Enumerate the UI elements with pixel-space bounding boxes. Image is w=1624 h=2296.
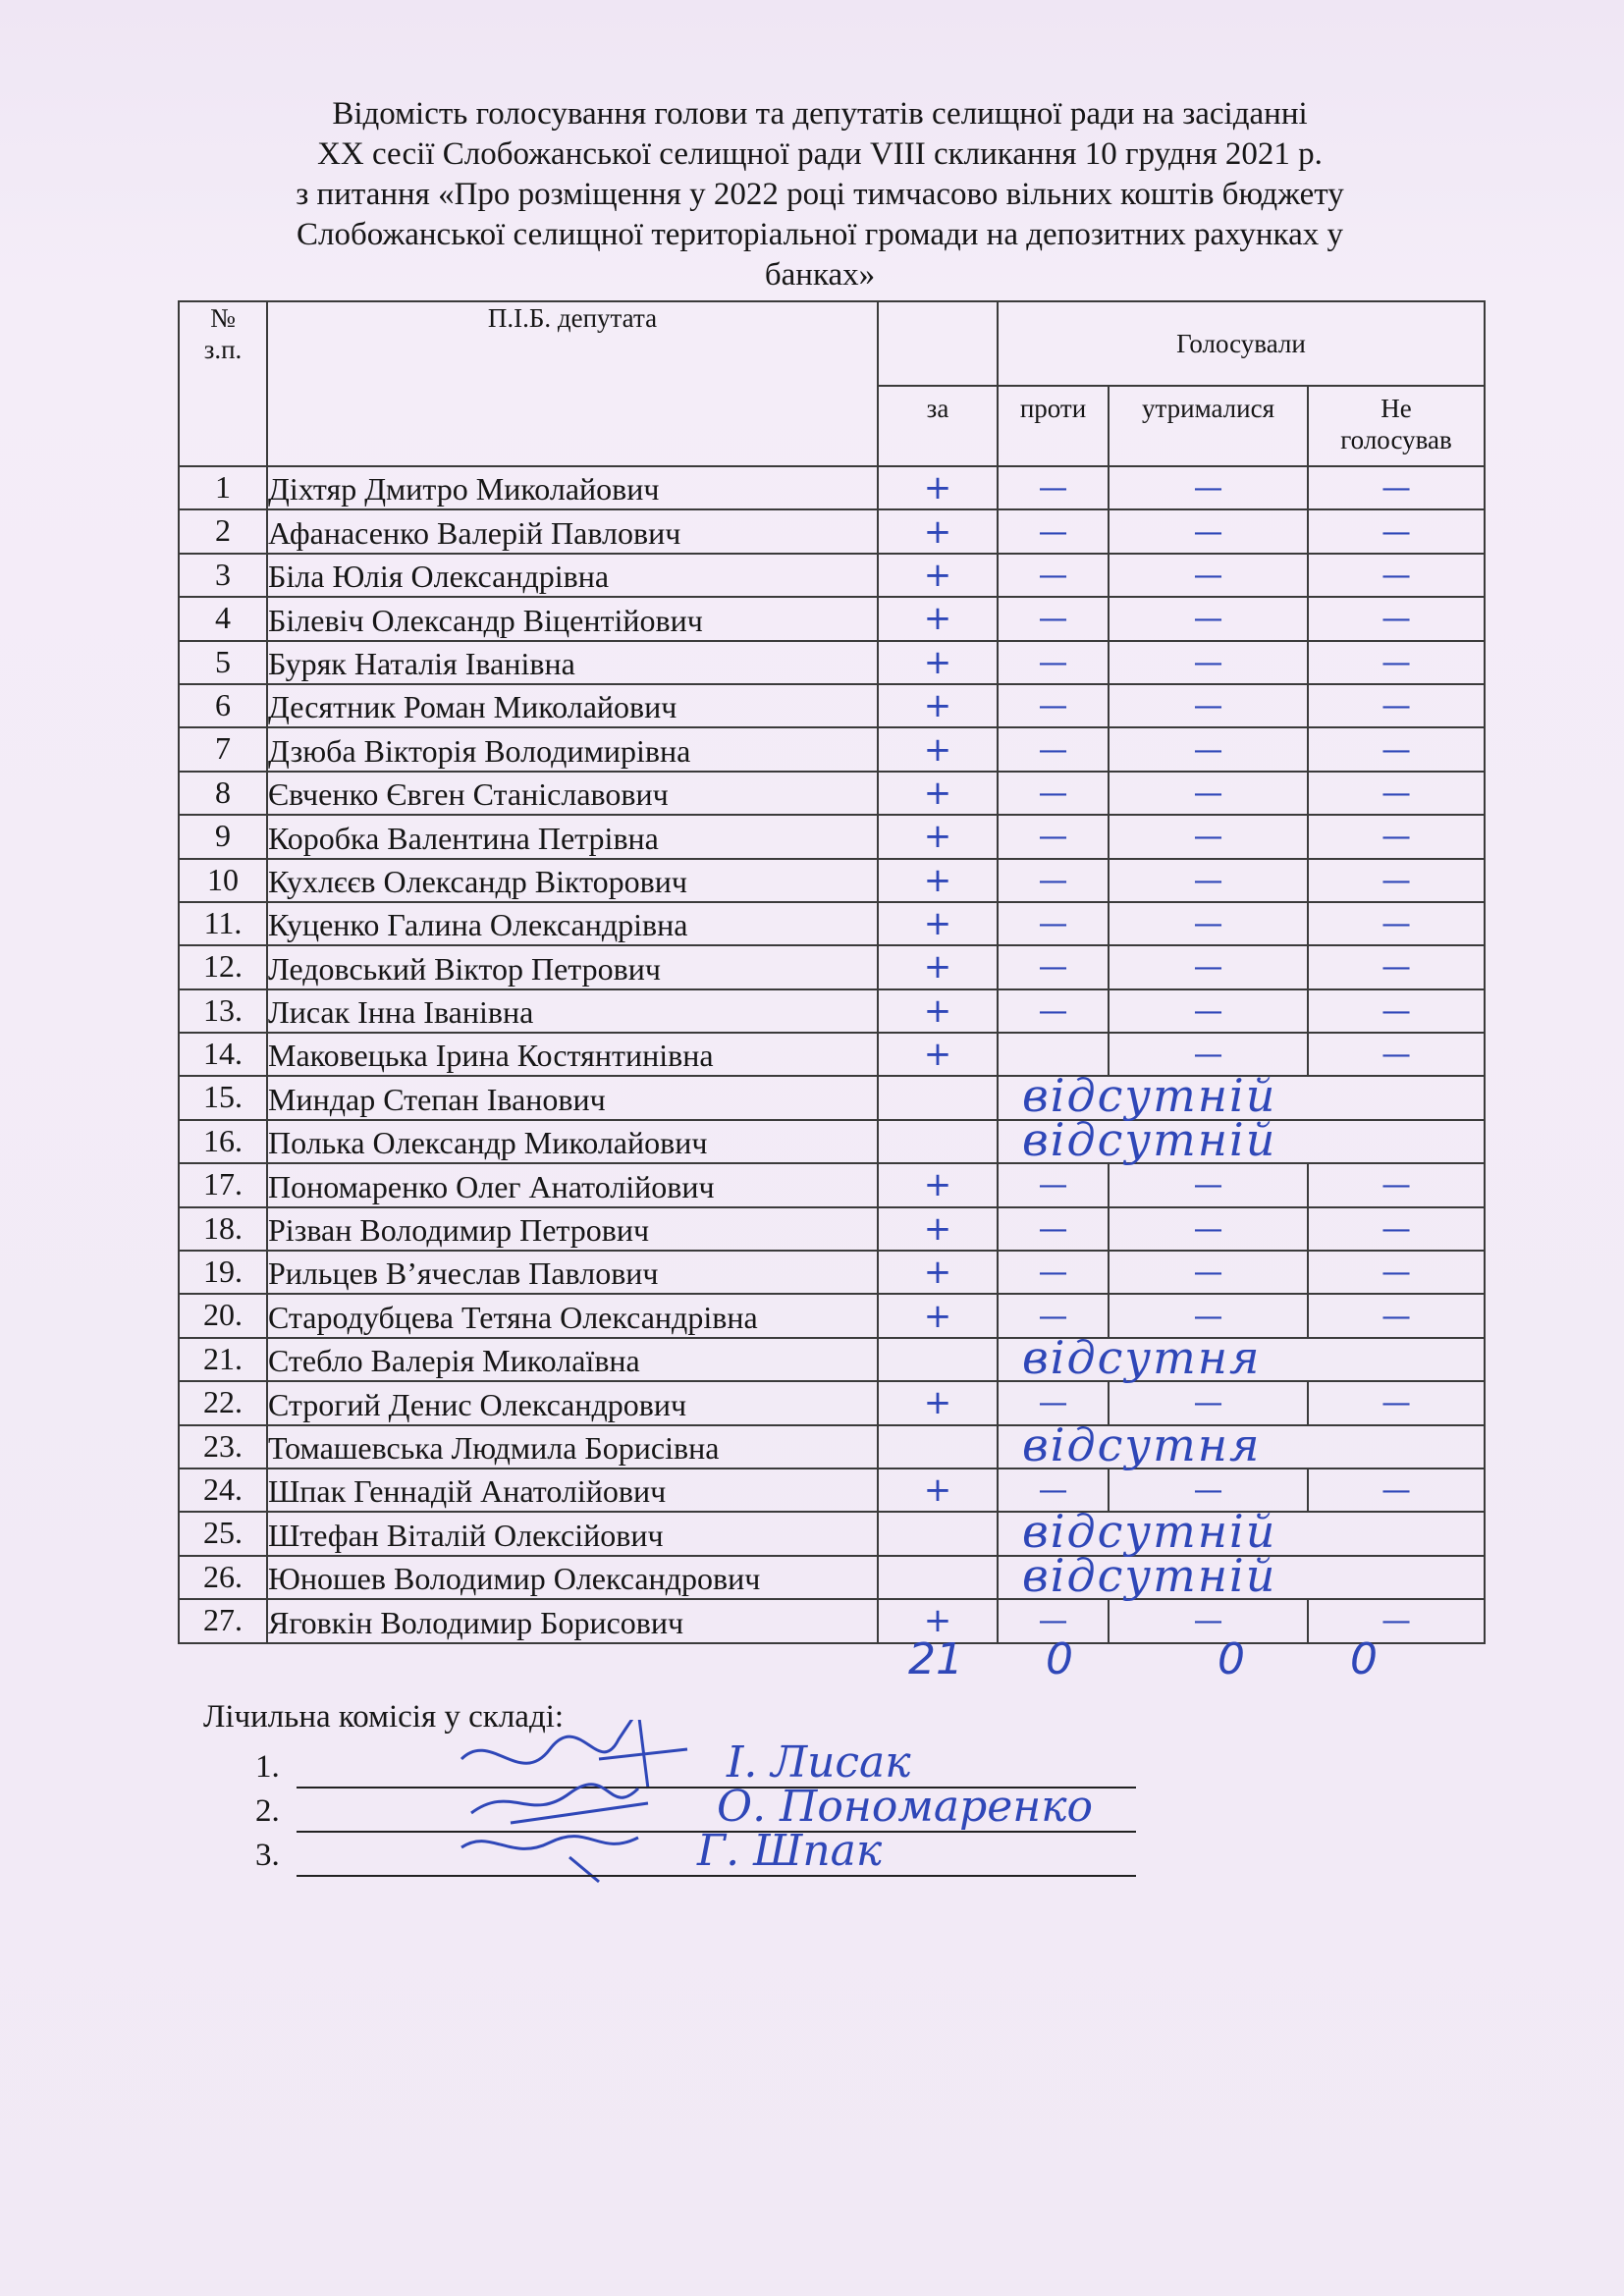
dash-mark: — — [1381, 1386, 1411, 1421]
dash-mark: — — [1381, 602, 1411, 637]
row-number: 13. — [179, 989, 267, 1033]
vote-for-cell — [878, 902, 998, 945]
vote-abstained-cell — [1109, 509, 1308, 553]
title-line-5: банках» — [764, 257, 876, 293]
dash-mark: — — [1193, 907, 1223, 942]
vote-against-cell — [998, 509, 1109, 553]
row-number: 24. — [179, 1468, 267, 1512]
table-row — [179, 1294, 1485, 1337]
dash-mark: — — [1381, 558, 1411, 593]
deputy-name: Стебло Валерія Миколаївна — [267, 1338, 878, 1381]
plus-mark: + — [923, 1035, 952, 1075]
row-number: 21. — [179, 1338, 267, 1381]
dash-mark: — — [1381, 514, 1411, 550]
vote-for-cell — [878, 859, 998, 902]
vote-not-voted-cell — [1308, 1033, 1485, 1076]
dash-mark: — — [1381, 1473, 1411, 1509]
absent-cell — [998, 1112, 1485, 1166]
vote-not-voted-cell — [1308, 989, 1485, 1033]
row-number: 4 — [179, 597, 267, 640]
vote-not-voted-cell — [1308, 1251, 1485, 1294]
table-row — [179, 1338, 1485, 1381]
dash-mark: — — [1193, 1255, 1223, 1291]
absent-note: відсутня — [1022, 1330, 1262, 1384]
vote-for-cell — [878, 1120, 998, 1163]
vote-for-cell — [878, 684, 998, 727]
dash-mark: — — [1381, 1604, 1411, 1639]
dash-mark: — — [1193, 1211, 1223, 1247]
dash-mark: — — [1038, 907, 1068, 942]
vote-abstained-cell — [1109, 466, 1308, 509]
dash-mark: — — [1193, 514, 1223, 550]
vote-not-voted-cell — [1308, 859, 1485, 902]
vote-totals — [0, 1634, 1624, 1693]
deputy-name: Білевіч Олександр Віцентійович — [267, 597, 878, 640]
deputy-name: Куценко Галина Олександрівна — [267, 902, 878, 945]
vote-against-cell — [998, 815, 1109, 858]
dash-mark: — — [1038, 689, 1068, 724]
deputy-name: Ледовський Віктор Петрович — [267, 945, 878, 988]
row-number: 25. — [179, 1512, 267, 1555]
dash-mark: — — [1193, 732, 1223, 768]
plus-mark: + — [923, 1165, 952, 1205]
absent-cell — [998, 1417, 1485, 1471]
plus-mark: + — [923, 642, 952, 682]
table-row — [179, 727, 1485, 771]
table-row — [179, 1512, 1485, 1555]
row-number: 19. — [179, 1251, 267, 1294]
plus-mark: + — [923, 1253, 952, 1293]
dash-mark: — — [1381, 645, 1411, 680]
dash-mark: — — [1038, 950, 1068, 986]
vote-for-cell — [878, 1425, 998, 1468]
dash-mark: — — [1193, 602, 1223, 637]
dash-mark: — — [1193, 1038, 1223, 1073]
vote-for-cell — [878, 772, 998, 815]
table-row — [179, 945, 1485, 988]
dash-mark: — — [1038, 1211, 1068, 1247]
table-row — [179, 1381, 1485, 1424]
vote-not-voted-cell — [1308, 1381, 1485, 1424]
table-row — [179, 1076, 1485, 1119]
table-row — [179, 902, 1485, 945]
row-number: 11. — [179, 902, 267, 945]
vote-for-cell — [878, 1338, 998, 1381]
plus-mark: + — [923, 729, 952, 770]
absent-cell — [998, 1548, 1485, 1602]
row-number: 7 — [179, 727, 267, 771]
table-row — [179, 554, 1485, 597]
vote-against-cell — [998, 945, 1109, 988]
title-line-1: Відомість голосування голови та депутатів селищної ради на засіданні — [332, 96, 1308, 132]
table-row — [179, 1556, 1485, 1599]
vote-against-cell — [998, 554, 1109, 597]
deputy-name: Пономаренко Олег Анатолійович — [267, 1163, 878, 1206]
dash-mark: — — [1381, 907, 1411, 942]
deputy-name: Діхтяр Дмитро Миколайович — [267, 466, 878, 509]
vote-against-cell — [998, 1207, 1109, 1251]
dash-mark: — — [1193, 1299, 1223, 1334]
deputy-name: Коробка Валентина Петрівна — [267, 815, 878, 858]
row-number: 15. — [179, 1076, 267, 1119]
table-body — [179, 466, 1485, 1643]
row-number: 9 — [179, 815, 267, 858]
table-row — [179, 509, 1485, 553]
table-row — [179, 1207, 1485, 1251]
table-row — [179, 772, 1485, 815]
deputy-name: Афанасенко Валерій Павлович — [267, 509, 878, 553]
row-number: 27. — [179, 1599, 267, 1642]
deputy-name: Лисак Інна Іванівна — [267, 989, 878, 1033]
deputy-name: Миндар Степан Іванович — [267, 1076, 878, 1119]
total-not-voted: 0 — [1350, 1634, 1378, 1684]
deputy-name: Євченко Євген Станіславович — [267, 772, 878, 815]
table-row — [179, 989, 1485, 1033]
dash-mark: — — [1193, 775, 1223, 811]
row-number: 5 — [179, 641, 267, 684]
row-number: 18. — [179, 1207, 267, 1251]
dash-mark: — — [1193, 1386, 1223, 1421]
vote-against-cell — [998, 684, 1109, 727]
table-row — [179, 1468, 1485, 1512]
dash-mark: — — [1193, 689, 1223, 724]
total-for: 21 — [908, 1634, 963, 1684]
dash-mark: — — [1038, 602, 1068, 637]
absent-note: відсутній — [1022, 1069, 1277, 1123]
vote-for-cell — [878, 1468, 998, 1512]
vote-not-voted-cell — [1308, 466, 1485, 509]
vote-abstained-cell — [1109, 1251, 1308, 1294]
row-number: 26. — [179, 1556, 267, 1599]
commission-member-3 — [255, 1826, 1139, 1881]
header-not-voted: Не голосував — [1308, 386, 1485, 466]
dash-mark: — — [1381, 863, 1411, 898]
vote-for-cell — [878, 1251, 998, 1294]
row-number: 22. — [179, 1381, 267, 1424]
dash-mark: — — [1038, 1168, 1068, 1203]
dash-mark: — — [1381, 689, 1411, 724]
dash-mark: — — [1193, 471, 1223, 507]
plus-mark: + — [923, 860, 952, 900]
vote-not-voted-cell — [1308, 597, 1485, 640]
table-row — [179, 466, 1485, 509]
vote-against-cell — [998, 902, 1109, 945]
table-row — [179, 1163, 1485, 1206]
vote-not-voted-cell — [1308, 509, 1485, 553]
vote-for-cell — [878, 509, 998, 553]
member-number: 1. — [255, 1749, 280, 1785]
deputy-name: Томашевська Людмила Борисівна — [267, 1425, 878, 1468]
title-line-3: з питання «Про розміщення у 2022 році тимчасово вільних коштів бюджету — [296, 177, 1344, 212]
deputy-name: Стародубцева Тетяна Олександрівна — [267, 1294, 878, 1337]
vote-not-voted-cell — [1308, 902, 1485, 945]
header-name: П.І.Б. депутата — [267, 301, 878, 466]
row-number: 12. — [179, 945, 267, 988]
header-abstained: утрималися — [1109, 386, 1308, 466]
vote-for-cell — [878, 554, 998, 597]
vote-against-cell — [998, 859, 1109, 902]
vote-abstained-cell — [1109, 597, 1308, 640]
dash-mark: — — [1381, 950, 1411, 986]
dash-mark: — — [1381, 732, 1411, 768]
row-number: 6 — [179, 684, 267, 727]
table-row — [179, 1251, 1485, 1294]
total-against: 0 — [1046, 1634, 1073, 1684]
dash-mark: — — [1193, 1604, 1223, 1639]
dash-mark: — — [1038, 1299, 1068, 1334]
row-number: 17. — [179, 1163, 267, 1206]
dash-mark: — — [1381, 993, 1411, 1029]
vote-abstained-cell — [1109, 772, 1308, 815]
row-number: 3 — [179, 554, 267, 597]
vote-not-voted-cell — [1308, 1294, 1485, 1337]
plus-mark: + — [923, 947, 952, 988]
vote-for-cell — [878, 1207, 998, 1251]
vote-for-cell — [878, 945, 998, 988]
vote-abstained-cell — [1109, 945, 1308, 988]
vote-not-voted-cell — [1308, 684, 1485, 727]
vote-for-cell — [878, 466, 998, 509]
absent-note: відсутній — [1022, 1505, 1277, 1559]
plus-mark: + — [923, 773, 952, 813]
dash-mark: — — [1193, 1473, 1223, 1509]
dash-mark: — — [1038, 775, 1068, 811]
table-row — [179, 597, 1485, 640]
document-title — [167, 94, 1473, 295]
vote-abstained-cell — [1109, 684, 1308, 727]
absent-note: відсутній — [1022, 1112, 1277, 1166]
vote-for-cell — [878, 1294, 998, 1337]
vote-not-voted-cell — [1308, 815, 1485, 858]
vote-against-cell — [998, 772, 1109, 815]
title-line-4: Слобожанської селищної територіальної громади на депозитних рахунках у — [297, 217, 1343, 252]
dash-mark: — — [1038, 1255, 1068, 1291]
plus-mark: + — [923, 904, 952, 944]
header-number: № з.п. — [179, 301, 267, 466]
vote-for-cell — [878, 1033, 998, 1076]
dash-mark: — — [1193, 863, 1223, 898]
table-row — [179, 684, 1485, 727]
dash-mark: — — [1038, 820, 1068, 855]
deputy-name: Яговкін Володимир Борисович — [267, 1599, 878, 1642]
vote-not-voted-cell — [1308, 945, 1485, 988]
row-number: 10 — [179, 859, 267, 902]
dash-mark: — — [1038, 1386, 1068, 1421]
header-for: за — [878, 386, 998, 466]
dash-mark: — — [1193, 950, 1223, 986]
dash-mark: — — [1038, 558, 1068, 593]
vote-against-cell — [998, 1163, 1109, 1206]
vote-against-cell — [998, 466, 1109, 509]
row-number: 8 — [179, 772, 267, 815]
vote-for-cell — [878, 1556, 998, 1599]
title-line-2: ХХ сесії Слобожанської селищної ради VIII скликання 10 грудня 2021 р. — [317, 136, 1323, 172]
plus-mark: + — [923, 990, 952, 1031]
deputy-name: Кухлєєв Олександр Вікторович — [267, 859, 878, 902]
vote-for-cell — [878, 1163, 998, 1206]
dash-mark: — — [1038, 1473, 1068, 1509]
vote-abstained-cell — [1109, 641, 1308, 684]
plus-mark: + — [923, 468, 952, 508]
table-row — [179, 1120, 1485, 1163]
row-number: 2 — [179, 509, 267, 553]
table-row — [179, 641, 1485, 684]
dash-mark: — — [1038, 645, 1068, 680]
deputy-name: Юношев Володимир Олександрович — [267, 1556, 878, 1599]
dash-mark: — — [1038, 514, 1068, 550]
deputy-name: Буряк Наталія Іванівна — [267, 641, 878, 684]
vote-abstained-cell — [1109, 727, 1308, 771]
vote-against-cell — [998, 641, 1109, 684]
header-voted: Голосували — [998, 301, 1485, 386]
row-number: 20. — [179, 1294, 267, 1337]
row-number: 23. — [179, 1425, 267, 1468]
dash-mark: — — [1381, 820, 1411, 855]
deputy-name: Полька Олександр Миколайович — [267, 1120, 878, 1163]
dash-mark: — — [1381, 775, 1411, 811]
vote-not-voted-cell — [1308, 1207, 1485, 1251]
deputy-name: Різван Володимир Петрович — [267, 1207, 878, 1251]
table-row — [179, 859, 1485, 902]
dash-mark: — — [1038, 993, 1068, 1029]
dash-mark: — — [1038, 732, 1068, 768]
dash-mark: — — [1193, 993, 1223, 1029]
vote-not-voted-cell — [1308, 554, 1485, 597]
member-signature: Г. Шпак — [697, 1826, 883, 1876]
member-signature: О. Пономаренко — [717, 1782, 1094, 1832]
deputy-name: Дзюба Вікторія Володимирівна — [267, 727, 878, 771]
deputy-name: Строгий Денис Олександрович — [267, 1381, 878, 1424]
member-signature: І. Лисак — [727, 1737, 911, 1788]
member-number: 3. — [255, 1838, 280, 1873]
plus-mark: + — [923, 1208, 952, 1249]
dash-mark: — — [1193, 645, 1223, 680]
dash-mark: — — [1038, 471, 1068, 507]
plus-mark: + — [923, 686, 952, 726]
vote-not-voted-cell — [1308, 641, 1485, 684]
dash-mark: — — [1381, 471, 1411, 507]
plus-mark: + — [923, 555, 952, 595]
table-row — [179, 1033, 1485, 1076]
row-number: 16. — [179, 1120, 267, 1163]
vote-not-voted-cell — [1308, 1468, 1485, 1512]
vote-abstained-cell — [1109, 1163, 1308, 1206]
vote-for-cell — [878, 1076, 998, 1119]
vote-abstained-cell — [1109, 859, 1308, 902]
vote-abstained-cell — [1109, 989, 1308, 1033]
dash-mark: — — [1193, 1168, 1223, 1203]
row-number: 1 — [179, 466, 267, 509]
absent-cell — [998, 1330, 1485, 1384]
deputy-name: Штефан Віталій Олексійович — [267, 1512, 878, 1555]
dash-mark: — — [1381, 1211, 1411, 1247]
vote-abstained-cell — [1109, 1207, 1308, 1251]
vote-for-cell — [878, 815, 998, 858]
vote-for-cell — [878, 1381, 998, 1424]
vote-against-cell — [998, 597, 1109, 640]
dash-mark: — — [1381, 1168, 1411, 1203]
vote-against-cell — [998, 1251, 1109, 1294]
plus-mark: + — [923, 511, 952, 552]
plus-mark: + — [923, 599, 952, 639]
table-row — [179, 1425, 1485, 1468]
dash-mark: — — [1381, 1255, 1411, 1291]
vote-for-cell — [878, 1512, 998, 1555]
vote-not-voted-cell — [1308, 1163, 1485, 1206]
vote-for-cell — [878, 597, 998, 640]
voting-table — [178, 300, 1486, 1644]
vote-for-cell — [878, 641, 998, 684]
vote-abstained-cell — [1109, 902, 1308, 945]
dash-mark: — — [1193, 558, 1223, 593]
member-number: 2. — [255, 1793, 280, 1829]
vote-for-cell — [878, 989, 998, 1033]
plus-mark: + — [923, 1296, 952, 1336]
absent-note: відсутній — [1022, 1548, 1277, 1602]
absent-note: відсутня — [1022, 1417, 1262, 1471]
deputy-name: Шпак Геннадій Анатолійович — [267, 1468, 878, 1512]
vote-for-cell — [878, 727, 998, 771]
vote-abstained-cell — [1109, 554, 1308, 597]
total-abstained: 0 — [1218, 1634, 1245, 1684]
row-number: 14. — [179, 1033, 267, 1076]
dash-mark: — — [1038, 863, 1068, 898]
deputy-name: Біла Юлія Олександрівна — [267, 554, 878, 597]
vote-against-cell — [998, 989, 1109, 1033]
plus-mark: + — [923, 1601, 952, 1641]
deputy-name: Десятник Роман Миколайович — [267, 684, 878, 727]
dash-mark: — — [1193, 820, 1223, 855]
plus-mark: + — [923, 1383, 952, 1423]
vote-not-voted-cell — [1308, 727, 1485, 771]
dash-mark: — — [1381, 1038, 1411, 1073]
header-blank — [878, 301, 998, 386]
plus-mark: + — [923, 817, 952, 857]
dash-mark: — — [1038, 1604, 1068, 1639]
table-row — [179, 815, 1485, 858]
deputy-name: Маковецька Ірина Костянтинівна — [267, 1033, 878, 1076]
deputy-name: Рильцев В’ячеслав Павлович — [267, 1251, 878, 1294]
vote-abstained-cell — [1109, 815, 1308, 858]
dash-mark: — — [1381, 1299, 1411, 1334]
vote-against-cell — [998, 727, 1109, 771]
header-against: проти — [998, 386, 1109, 466]
plus-mark: + — [923, 1470, 952, 1511]
vote-not-voted-cell — [1308, 772, 1485, 815]
commission-label: Лічильна комісія у складі: — [203, 1699, 565, 1735]
